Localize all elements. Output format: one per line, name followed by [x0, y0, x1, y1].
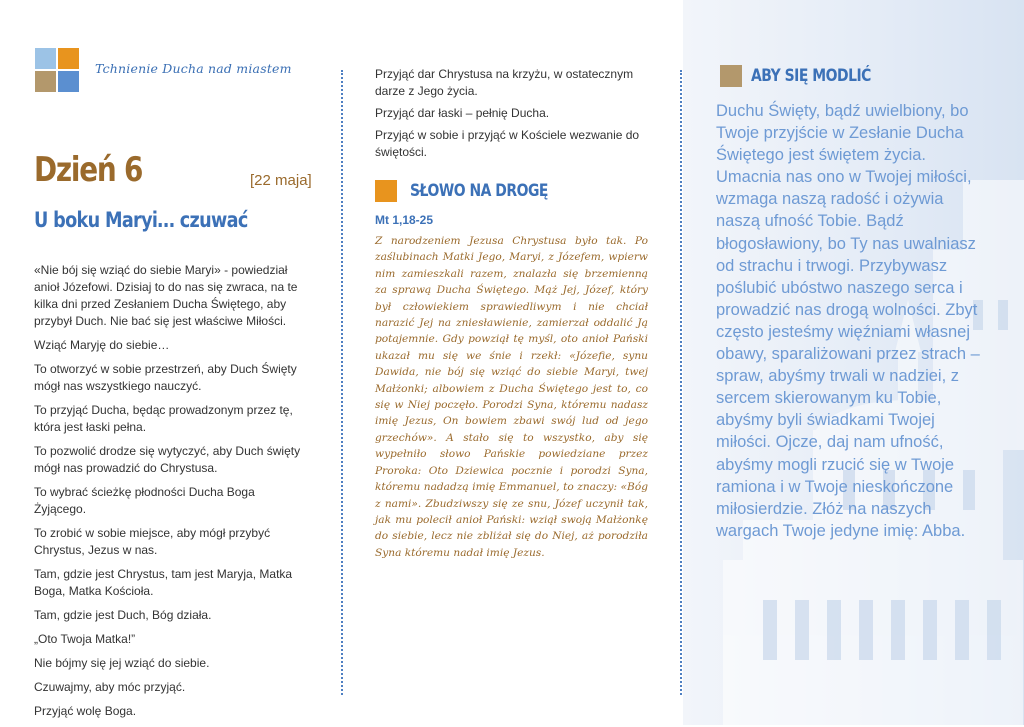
- logo-square-1: [35, 48, 56, 69]
- paragraph: Czuwajmy, aby móc przyjąć.: [34, 680, 186, 694]
- prayer-text: Duchu Święty, bądź uwielbiony, bo Twoje przyjście w Zesłanie Ducha Świętego jest świętem życia. Umacnia nas ono w Twojej miłości, wzmaga naszą radość i ożywia naszą ufność Tobie. Bądź błogosławiony, bo Ty nas uwalniasz od strachu i trwogi. Przybywasz poślubić ubóstwo naszego serca i prowadzić nas drogą wolności. Zbyt często jesteśmy więźniami własnej obawy, sparaliżowani przez strach – spraw, abyśmy trwali w nadziei, z sercem skierowanym ku Tobie, abyśmy byli świadkami Twojej miłości. Ojcze, daj nam ufność, abyśmy mogli rzucić się w Twoje ramiona i w Twoje nieskończone miłosierdzie. Złóż na naszych wargach Twoje jedyne imię: Abba.: [716, 102, 980, 540]
- logo-square-2: [58, 48, 79, 69]
- paragraph: Przyjąć dar Chrystusa na krzyżu, w ostatecznym darze z Jego życia.: [375, 67, 634, 98]
- meditation-continued: [375, 66, 660, 166]
- prayer-heading: ABY SIĘ MODLIĆ: [751, 66, 871, 86]
- word-heading: SŁOWO NA DROGĘ: [410, 181, 548, 201]
- day-title: Dzień 6: [34, 150, 143, 190]
- paragraph: To wybrać ścieżkę płodności Ducha Boga Żyjącego.: [34, 485, 255, 516]
- paragraph: „Oto Twoja Matka!”: [34, 632, 136, 646]
- paragraph: Tam, gdzie jest Chrystus, tam jest Maryja, Matka Boga, Matka Kościoła.: [34, 567, 293, 598]
- paragraph: To otworzyć w sobie przestrzeń, aby Duch Święty mógł nas wszystkiego nauczyć.: [34, 362, 297, 393]
- paragraph: To pozwolić drodze się wytyczyć, aby Duch święty mógł nas prowadzić do Chrystusa.: [34, 444, 301, 475]
- meditation-text: [34, 262, 306, 727]
- scripture-reference: Mt 1,18-25: [375, 213, 434, 227]
- logo-square-3: [35, 71, 56, 92]
- day-date: [22 maja]: [250, 172, 312, 189]
- brand-name: Tchnienie Ducha nad miastem: [95, 61, 292, 76]
- paragraph: To zrobić w sobie miejsce, aby mógł przybyć Chrystus, Jezus w nas.: [34, 526, 271, 557]
- paragraph: Przyjąć wolę Boga.: [34, 704, 137, 718]
- section-marker-word: [375, 180, 397, 202]
- logo-square-4: [58, 71, 79, 92]
- column-divider-right: [680, 70, 682, 695]
- paragraph: Nie bójmy się jej wziąć do siebie.: [34, 656, 210, 670]
- paragraph: Tam, gdzie jest Duch, Bóg działa.: [34, 608, 212, 622]
- brand-logo: [35, 48, 80, 93]
- section-marker-prayer: [720, 65, 742, 87]
- day-subtitle: U boku Maryi… czuwać: [34, 208, 248, 232]
- scripture-passage: Z narodzeniem Jezusa Chrystusa było tak. Po zaślubinach Matki Jego, Maryi, z Józefem, wpierw nim zamieszkali razem, znalazła się brzemienną za sprawą Ducha Świętego. Mąż Jej, Józef, który był człowiekiem sprawiedliwym i nie chciał narazić Jej na zniesławienie, zamierzał oddalić Ją potajemnie. Gdy powziął tę myśl, oto anioł Pański ukazał mu się we śnie i rzekł: «Józefie, synu Dawida, nie bój się wziąć do siebie Maryi, twej Małżonki; albowiem z Ducha Świętego jest to, co się w Niej poczęło. Porodzi Syna, któremu nadasz imię Jezus, On bowiem zbawi swój lud od jego grzechów». A stało się to wszystko, aby się wypełniło słowo Pańskie powiedziane przez Proroka: Oto Dziewica pocznie i porodzi Syna, któremu nadadzą imię Emmanuel, to znaczy: «Bóg z nami». Zbudziwszy się ze snu, Józef uczynił tak, jak mu polecił anioł Pański: wziął swoją Małżonkę do siebie, lecz nie zbliżał się do Niej, aż porodziła Syna któremu nadał imię Jezus.: [375, 235, 648, 559]
- paragraph: To przyjąć Ducha, będąc prowadzonym przez tę, która jest łaski pełna.: [34, 403, 293, 434]
- paragraph: Przyjąć dar łaski – pełnię Ducha.: [375, 106, 550, 120]
- column-divider-left: [341, 70, 343, 695]
- paragraph: Przyjąć w sobie i przyjąć w Kościele wezwanie do świętości.: [375, 128, 640, 159]
- paragraph: Wziąć Maryję do siebie…: [34, 338, 170, 352]
- paragraph: «Nie bój się wziąć do siebie Maryi» - powiedział anioł Józefowi. Dzisiaj to do nas się zwraca, na te kilka dni przed Zesłaniem Ducha Świętego, aby przybył Duch. Nie bać się jest właściwe Miłości.: [34, 263, 298, 328]
